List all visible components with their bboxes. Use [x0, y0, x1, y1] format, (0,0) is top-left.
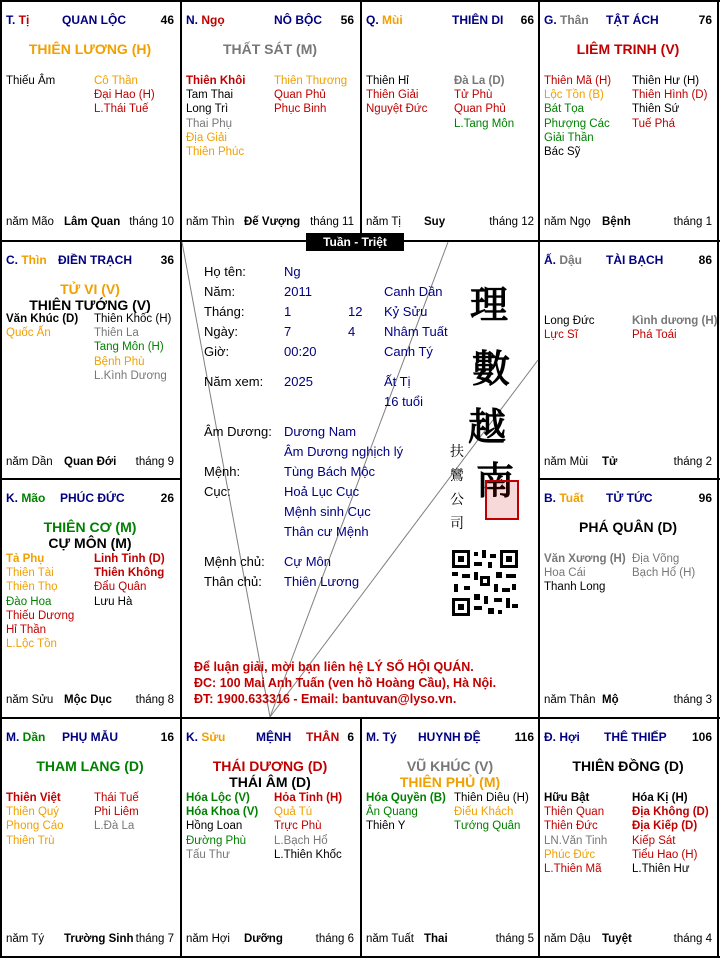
minor-star: Thiên Không	[94, 567, 165, 580]
menh-value: Tùng Bách Mộc	[284, 464, 376, 479]
palace-year: năm Sửu	[6, 694, 54, 706]
small-calligraphy-char: 公	[450, 492, 464, 508]
palace-stem: Q.	[366, 13, 383, 27]
minor-star: Địa Không (D)	[632, 806, 709, 819]
minor-star: L.Tang Môn	[454, 117, 515, 130]
minor-star: L.Thiên Khốc	[274, 848, 342, 861]
minor-star: Thiên Mã (H)	[544, 75, 612, 87]
minor-star: Phượng Các	[544, 117, 610, 130]
palace-month: tháng 12	[489, 216, 534, 228]
minor-star: Lực Sĩ	[544, 329, 578, 342]
minor-star: Thiên Sứ	[632, 103, 680, 116]
palace-branch: Tý	[382, 730, 397, 744]
ngay-duong: 7	[284, 324, 292, 339]
palace-branch: Thân	[560, 13, 589, 27]
gio-value: 00:20	[284, 344, 317, 359]
palace-stem: Đ.	[544, 730, 560, 744]
palace-year: năm Thân	[544, 694, 596, 706]
palace-year: năm Tị	[366, 216, 401, 228]
minor-star: Trực Phù	[274, 820, 322, 833]
minor-star: Quốc Ấn	[6, 327, 51, 340]
minor-star: Thai Phụ	[186, 117, 233, 130]
cuc-label: Cục:	[204, 484, 231, 499]
palace-truong-sinh: Trường Sinh	[64, 933, 134, 945]
minor-star: LN.Văn Tinh	[544, 834, 608, 847]
minor-star: L.Đà La	[94, 820, 135, 833]
palace-name: ĐIỀN TRẠCH	[58, 253, 132, 267]
minor-star: Bệnh Phù	[94, 355, 145, 368]
minor-star: Địa Võng	[632, 553, 680, 565]
palace-stem: K.	[186, 730, 202, 744]
main-star: THIÊN TƯỚNG (V)	[29, 297, 151, 313]
palace-truong-sinh: Suy	[424, 216, 446, 228]
gio-label: Giờ:	[204, 344, 230, 359]
minor-star: Thái Tuế	[94, 792, 139, 804]
minor-star: Hóa Khoa (V)	[186, 806, 259, 819]
minor-star: Thiên Trù	[6, 834, 55, 847]
main-star: PHÁ QUÂN (D)	[579, 519, 677, 535]
palace-stem: M.	[366, 730, 383, 744]
palace-month: tháng 7	[135, 933, 174, 945]
minor-star: Địa Kiếp (D)	[632, 820, 698, 833]
amduong-value: Dương Nam	[284, 424, 357, 439]
palace-month: tháng 9	[135, 456, 174, 468]
minor-star: Thiên Khôi	[186, 75, 246, 87]
minor-star: Thiên Y	[366, 820, 406, 833]
minor-star: Hóa Kị (H)	[632, 792, 688, 804]
palace-age: 116	[514, 730, 534, 744]
calligraphy-char: 越	[468, 404, 507, 449]
palace-truong-sinh: Bệnh	[602, 216, 631, 228]
palace-age: 16	[160, 730, 174, 744]
minor-star: Điếu Khách	[454, 806, 514, 819]
ngay-can: Nhâm Tuất	[384, 324, 448, 339]
palace-truong-sinh: Thai	[424, 933, 448, 945]
minor-star: Lộc Tồn (B)	[544, 89, 604, 102]
contact-line: Để luận giải, mời bạn liên hệ LÝ SỐ HỘI QUÁN.	[194, 660, 474, 674]
palace-branch: Sửu	[201, 730, 226, 744]
palace-year: năm Ngọ	[544, 216, 591, 228]
minor-star: Lưu Hà	[94, 595, 133, 608]
minor-star: Bát Tọa	[544, 103, 585, 116]
palace-month: tháng 6	[315, 933, 354, 945]
palace-month: tháng 4	[673, 933, 712, 945]
palace-stem: T.	[6, 13, 19, 27]
minor-star: Thiếu Âm	[6, 75, 56, 87]
palace-branch: Dậu	[559, 253, 583, 267]
palace-year: năm Tuất	[366, 933, 414, 945]
palace-branch: Hợi	[559, 730, 580, 744]
palace-name: MỆNH	[256, 730, 292, 744]
qr-code-icon[interactable]	[450, 548, 520, 618]
minor-star: Văn Khúc (D)	[6, 313, 79, 325]
contact-phone-email[interactable]: ĐT: 1900.633316 - Email: bantuvan@lyso.vn.	[194, 692, 457, 706]
palace-stem: B.	[544, 491, 560, 505]
palace-stem: Ấ.	[544, 253, 560, 267]
thang-am: 12	[348, 304, 363, 319]
tuan-triet-label: Tuần - Triệt	[306, 233, 404, 251]
cuc-value: Hoả Lục Cục	[284, 484, 360, 499]
calligraphy-char: 數	[472, 346, 511, 391]
minor-star: Tam Thai	[186, 89, 234, 102]
amduong-note: Âm Dương nghịch lý	[284, 444, 404, 459]
namxem-can: Ất Tị	[384, 374, 411, 389]
minor-star: Quan Phủ	[274, 89, 326, 102]
nam-label: Năm:	[204, 284, 236, 299]
contact-address: ĐC: 100 Mai Anh Tuấn (ven hồ Hoàng Cầu), Hà Nội.	[194, 676, 497, 690]
minor-star: Tấu Thư	[186, 848, 230, 861]
palace-year: năm Dậu	[544, 933, 591, 945]
palace-stem: G.	[544, 13, 561, 27]
main-star: THẤT SÁT (M)	[222, 41, 318, 57]
minor-star: Quan Phủ	[454, 103, 506, 116]
main-star: CỰ MÔN (M)	[48, 535, 132, 551]
minor-star: Phi Liêm	[94, 806, 139, 819]
minor-star: Hỉ Thần	[6, 624, 47, 637]
minor-star: Tang Môn (H)	[94, 341, 164, 354]
minor-star: Quả Tú	[274, 806, 313, 819]
minor-star: Hóa Quyền (B)	[366, 792, 446, 804]
center-info	[180, 240, 540, 718]
main-star: THÁI DƯƠNG (D)	[212, 758, 328, 774]
red-seal-icon	[485, 480, 519, 520]
minor-star: L.Thái Tuế	[94, 103, 149, 116]
palace-truong-sinh: Tử	[602, 456, 618, 468]
minor-star: Thiên Giải	[366, 89, 419, 102]
ngay-label: Ngày:	[204, 324, 238, 339]
hoten-value: Ng	[284, 264, 301, 279]
palace-truong-sinh: Quan Đới	[64, 456, 117, 468]
palace-name: QUAN LỘC	[62, 13, 126, 27]
minor-star: Ân Quang	[366, 806, 418, 819]
namxem-label: Năm xem:	[204, 374, 264, 389]
palace-age: 66	[520, 13, 534, 27]
small-calligraphy	[450, 440, 464, 536]
minor-star: L.Lộc Tồn	[6, 638, 57, 651]
palace-age: 46	[160, 13, 174, 27]
gio-can: Canh Tý	[384, 344, 433, 359]
minor-star: Thiên Hư (H)	[632, 75, 700, 87]
minor-star: Long Đức	[544, 315, 595, 327]
minor-star: Nguyệt Đức	[366, 103, 428, 116]
main-star: THIÊN ĐỒNG (D)	[572, 758, 684, 774]
thang-duong: 1	[284, 304, 292, 319]
minor-star: Tướng Quân	[454, 820, 521, 833]
minor-star: L.Thiên Hư	[632, 863, 690, 876]
menhchu-value: Cự Môn	[284, 554, 331, 569]
palace-name: HUYNH ĐỆ	[418, 730, 481, 744]
minor-star: Thiên Hỉ	[366, 75, 409, 87]
small-calligraphy-char: 司	[450, 516, 464, 532]
palace-truong-sinh: Dưỡng	[244, 933, 283, 945]
palace-name: PHỤ MẪU	[62, 730, 118, 744]
palace-name: TÀI BẠCH	[606, 253, 664, 267]
palace-branch: Mùi	[382, 13, 403, 27]
tuoi-value: 16 tuổi	[384, 394, 424, 409]
menhchu-label: Mệnh chủ:	[204, 554, 265, 569]
palace-month: tháng 11	[310, 216, 354, 228]
palace-year: năm Hợi	[186, 933, 230, 945]
palace-age: 86	[698, 253, 712, 267]
main-star: THIÊN LƯƠNG (H)	[28, 41, 152, 57]
palace-truong-sinh: Đế Vượng	[244, 216, 301, 228]
small-calligraphy-char: 鸞	[450, 468, 464, 484]
palace-age: 76	[698, 13, 712, 27]
palace-age: 106	[691, 730, 712, 744]
minor-star: Địa Giải	[186, 131, 227, 144]
namxem-value: 2025	[284, 374, 313, 389]
palace-age: 56	[340, 13, 354, 27]
palace-month: tháng 1	[673, 216, 712, 228]
thanchu-value: Thiên Lương	[284, 574, 360, 589]
palace-than: THÂN	[306, 730, 340, 744]
minor-star: Tuế Phá	[632, 117, 676, 130]
minor-star: L.Thiên Mã	[544, 863, 602, 876]
minor-star: Thiên Thọ	[6, 581, 58, 594]
minor-star: Thiên La	[94, 327, 139, 340]
palace-name: PHÚC ĐỨC	[60, 491, 125, 505]
palace-age: 36	[160, 253, 174, 267]
palace-age: 26	[160, 491, 174, 505]
palace-name: TỬ TỨC	[606, 491, 653, 505]
minor-star: Thiên Phúc	[186, 146, 245, 159]
minor-star: Bạch Hổ (H)	[632, 567, 696, 580]
minor-star: Thiên Đức	[544, 820, 598, 833]
thang-label: Tháng:	[204, 304, 245, 319]
minor-star: Tả Phụ	[6, 553, 45, 565]
than-cu: Thân cư Mệnh	[284, 524, 369, 539]
minor-star: Phá Toái	[632, 329, 677, 342]
main-star: THIÊN PHỦ (M)	[399, 774, 501, 790]
minor-star: Thiên Thương	[274, 75, 348, 87]
minor-star: Thiên Tài	[6, 567, 54, 580]
main-star: THIÊN CƠ (M)	[43, 519, 137, 535]
palace-year: năm Mùi	[544, 456, 589, 468]
palace-branch: Mão	[21, 491, 46, 505]
cuc-relation: Mệnh sinh Cục	[284, 504, 371, 519]
minor-star: Hữu Bật	[544, 792, 590, 804]
palace-year: năm Thìn	[186, 216, 235, 228]
nam-can: Canh Dần	[384, 284, 443, 299]
thang-can: Kỷ Sửu	[384, 304, 428, 319]
hoten-label: Họ tên:	[204, 264, 246, 279]
palace-year: năm Dần	[6, 456, 53, 468]
palace-stem: N.	[186, 13, 202, 27]
minor-star: Tiểu Hao (H)	[632, 848, 698, 861]
minor-star: Đà La (D)	[454, 75, 505, 87]
main-star: VŨ KHÚC (V)	[406, 758, 494, 774]
minor-star: Thiên Quý	[6, 806, 60, 819]
palace-month: tháng 3	[673, 694, 712, 706]
minor-star: L.Kình Dương	[94, 369, 167, 382]
menh-label: Mệnh:	[204, 464, 241, 479]
minor-star: Thiên Hình (D)	[632, 89, 708, 102]
minor-star: Đẩu Quân	[94, 581, 147, 594]
palace-age: 96	[698, 491, 712, 505]
main-star: LIÊM TRINH (V)	[576, 41, 680, 57]
palace-name: NÔ BỘC	[274, 13, 322, 27]
palace-month: tháng 10	[129, 216, 174, 228]
minor-star: Thiên Quan	[544, 806, 605, 819]
palace-truong-sinh: Mộ	[602, 694, 619, 706]
palace-stem: M.	[6, 730, 23, 744]
minor-star: Đường Phù	[186, 834, 246, 847]
palace-branch: Tị	[18, 13, 30, 27]
minor-star: Thiên Khốc (H)	[94, 313, 172, 325]
palace-name: TẬT ÁCH	[606, 13, 659, 27]
thanchu-label: Thân chủ:	[204, 574, 262, 589]
palace-stem: C.	[6, 253, 22, 267]
minor-star: Văn Xương (H)	[544, 553, 626, 565]
minor-star: Linh Tinh (D)	[94, 553, 165, 565]
minor-star: Thanh Long	[544, 581, 606, 594]
minor-star: Bác Sỹ	[544, 146, 581, 159]
palace-truong-sinh: Lâm Quan	[64, 216, 121, 228]
minor-star: Phong Cáo	[6, 820, 64, 833]
main-star: THAM LANG (D)	[36, 758, 144, 774]
main-star: TỬ VI (V)	[60, 281, 120, 297]
minor-star: L.Bạch Hổ	[274, 834, 328, 847]
nam-value: 2011	[284, 284, 312, 299]
palace-truong-sinh: Tuyệt	[602, 933, 632, 945]
minor-star: Phục Binh	[274, 103, 327, 116]
minor-star: Hóa Lộc (V)	[186, 792, 250, 804]
calligraphy-char: 理	[470, 282, 509, 327]
palace-name: THIÊN DI	[452, 13, 504, 27]
palace-stem: K.	[6, 491, 22, 505]
minor-star: Cô Thần	[94, 75, 138, 87]
main-star: THÁI ÂM (D)	[229, 774, 311, 790]
minor-star: Hoa Cái	[544, 567, 586, 580]
palace-branch: Ngọ	[201, 13, 225, 27]
palace-truong-sinh: Mộc Dục	[64, 694, 112, 706]
palace-year: năm Mão	[6, 216, 54, 228]
minor-star: Kình dương (H)	[632, 315, 718, 327]
minor-star: Đại Hao (H)	[94, 89, 155, 102]
minor-star: Thiên Diêu (H)	[454, 792, 529, 804]
ngay-am: 4	[348, 324, 356, 339]
palace-branch: Thìn	[21, 253, 47, 267]
palace-name: THÊ THIẾP	[604, 730, 667, 744]
minor-star: Hỏa Tinh (H)	[274, 792, 343, 804]
palace-branch: Tuất	[559, 491, 584, 505]
palace-branch: Dần	[22, 730, 46, 744]
palace-year: năm Tý	[6, 933, 45, 945]
calligraphy-char: 南	[476, 458, 515, 503]
minor-star: Thiếu Dương	[6, 609, 75, 622]
minor-star: Đào Hoa	[6, 595, 52, 608]
minor-star: Tử Phù	[454, 89, 493, 102]
amduong-label: Âm Dương:	[204, 424, 272, 439]
minor-star: Long Trì	[186, 103, 229, 116]
palace-age: 6	[347, 730, 354, 744]
minor-star: Giải Thần	[544, 131, 594, 144]
minor-star: Kiếp Sát	[632, 834, 676, 847]
minor-star: Phúc Đức	[544, 848, 596, 861]
palace-month: tháng 2	[673, 456, 712, 468]
minor-star: Hồng Loan	[186, 820, 243, 833]
palace-month: tháng 8	[135, 694, 174, 706]
palace-month: tháng 5	[495, 933, 534, 945]
small-calligraphy-char: 扶	[450, 444, 464, 460]
minor-star: Thiên Việt	[6, 792, 61, 804]
